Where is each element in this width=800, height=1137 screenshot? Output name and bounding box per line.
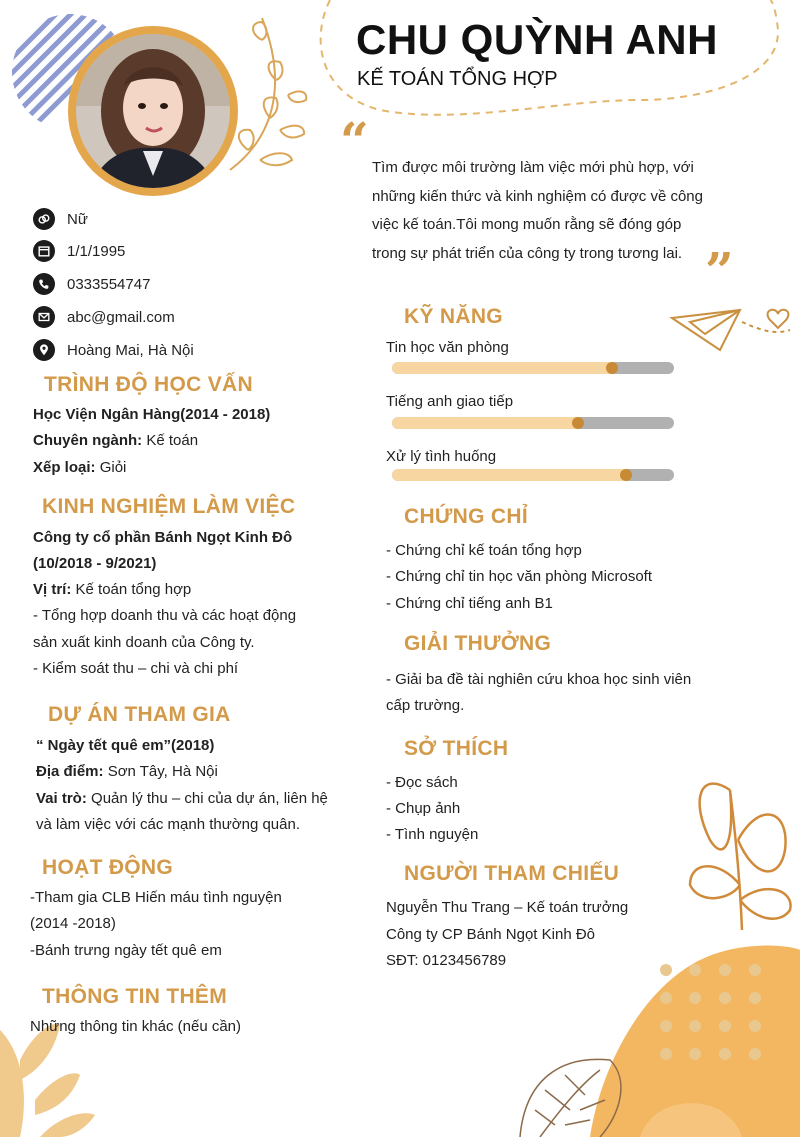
quote-close-icon: ” (705, 241, 734, 300)
skill-bar-marker (620, 469, 632, 481)
plant-decor (690, 784, 791, 930)
paper-plane-icon (672, 310, 790, 350)
heart-icon (768, 310, 789, 328)
contact-email (33, 306, 175, 328)
contact-gender (33, 208, 88, 230)
experience-heading: KINH NGHIỆM LÀM VIỆC (42, 495, 296, 518)
contact-phone (33, 273, 150, 295)
contact-address (33, 339, 194, 361)
hobbies-heading: SỞ THÍCH (404, 737, 509, 760)
calendar-icon (33, 240, 55, 262)
certificate-item: - Chứng chỉ kế toán tổng hợp (386, 542, 582, 559)
hobby-item: - Đọc sách (386, 774, 458, 791)
dob-text: 1/1/1995 (67, 242, 126, 260)
projects-heading: DỰ ÁN THAM GIA (48, 703, 231, 726)
job-title: KẾ TOÁN TỔNG HỢP (357, 68, 558, 90)
reference-line: SĐT: 0123456789 (386, 952, 507, 969)
major-value: Kế toán (146, 432, 199, 449)
objective-line: việc kế toán.Tôi mong muốn rằng sẽ đóng góp (372, 216, 682, 233)
avatar (68, 26, 238, 196)
skill-bar-marker (606, 362, 618, 374)
objective-line: những kiến thức và kinh nghiệm có được về công (372, 187, 703, 205)
location-label: Địa điểm: (36, 763, 104, 780)
experience-period: (10/2018 - 9/2021) (33, 555, 157, 572)
certificate-item: - Chứng chỉ tin học văn phòng Microsoft (386, 568, 653, 585)
position-value: Kế toán tổng hợp (75, 581, 192, 598)
skill-bar (392, 417, 674, 429)
objective-line: Tìm được môi trường làm việc mới phù hợp, với (372, 159, 694, 176)
experience-duty: - Kiểm soát thu – chi và chi phí (33, 660, 239, 677)
skills-heading: KỸ NĂNG (404, 305, 503, 328)
reference-line: Công ty CP Bánh Ngọt Kinh Đô (386, 926, 596, 943)
career-objective (372, 154, 732, 268)
major-label: Chuyên ngành: (33, 432, 143, 449)
grade-value: Giỏi (99, 459, 127, 476)
certificates-heading: CHỨNG CHỈ (404, 505, 528, 528)
activity-line: -Bánh trưng ngày tết quê em (30, 942, 222, 959)
skill-bar-fill (392, 469, 626, 481)
skill-label: Tin học văn phòng (386, 339, 509, 356)
gender-text: Nữ (67, 210, 88, 228)
education-heading: TRÌNH ĐỘ HỌC VẤN (44, 373, 253, 396)
role-value: Quản lý thu – chi của dự án, liên hệ (91, 790, 328, 807)
award-line: cấp trường. (386, 697, 465, 714)
contact-dob (33, 240, 125, 262)
experience-duty: - Tổng hợp doanh thu và các hoạt động (33, 607, 297, 624)
hobby-item: - Chụp ảnh (386, 800, 461, 817)
phone-icon (33, 273, 55, 295)
activities-heading: HOẠT ĐỘNG (42, 856, 174, 879)
education-major (33, 432, 198, 449)
full-name: CHU QUỲNH ANH (356, 16, 718, 63)
awards-heading: GIẢI THƯỞNG (404, 632, 552, 655)
location-icon (33, 339, 55, 361)
location-value: Sơn Tây, Hà Nội (107, 763, 218, 780)
activity-line: -Tham gia CLB Hiến máu tình nguyện (30, 889, 282, 906)
phone-text[interactable]: 0333554747 (67, 275, 151, 293)
email-text[interactable]: abc@gmail.com (67, 308, 175, 326)
fern-decor (0, 1024, 95, 1137)
email-icon (33, 306, 55, 328)
experience-duty: sản xuất kinh doanh của Công ty. (33, 634, 255, 651)
objective-line: trong sự phát triển của công ty trong tương lai. (372, 244, 683, 262)
project-role-cont: và làm việc với các mạnh thường quân. (36, 816, 301, 833)
education-school: Học Viện Ngân Hàng(2014 - 2018) (33, 406, 271, 423)
skill-label: Xử lý tình huống (386, 448, 497, 465)
project-name: “ Ngày tết quê em”(2018) (36, 737, 215, 754)
profile-photo (68, 26, 238, 196)
extra-text: Những thông tin khác (nếu cần) (30, 1018, 242, 1035)
extra-heading: THÔNG TIN THÊM (42, 985, 228, 1008)
quote-open-icon: “ (340, 111, 369, 170)
address-text: Hoàng Mai, Hà Nội (67, 341, 194, 359)
experience-position (33, 581, 191, 598)
project-role (36, 790, 328, 807)
activity-line: (2014 -2018) (30, 915, 116, 932)
experience-company: Công ty cổ phần Bánh Ngọt Kinh Đô (33, 529, 293, 546)
certificate-item: - Chứng chỉ tiếng anh B1 (386, 595, 553, 612)
project-location (36, 763, 218, 780)
reference-line: Nguyễn Thu Trang – Kế toán trưởng (386, 899, 629, 916)
skill-label: Tiếng anh giao tiếp (386, 393, 514, 410)
skill-bar-marker (572, 417, 584, 429)
grade-label: Xếp loại: (33, 459, 96, 476)
skill-bar (392, 469, 674, 481)
position-label: Vị trí: (33, 581, 72, 598)
skill-bar (392, 362, 674, 374)
references-heading: NGƯỜI THAM CHIẾU (404, 862, 620, 885)
award-line: - Giải ba đề tài nghiên cứu khoa học sinh viên (386, 671, 692, 688)
skill-bar-fill (392, 362, 612, 374)
education-grade (33, 459, 126, 476)
hobby-item: - Tình nguyện (386, 826, 479, 843)
gender-icon (33, 208, 55, 230)
skill-bar-fill (392, 417, 578, 429)
branch-decor (230, 18, 306, 170)
role-label: Vai trò: (36, 790, 87, 807)
